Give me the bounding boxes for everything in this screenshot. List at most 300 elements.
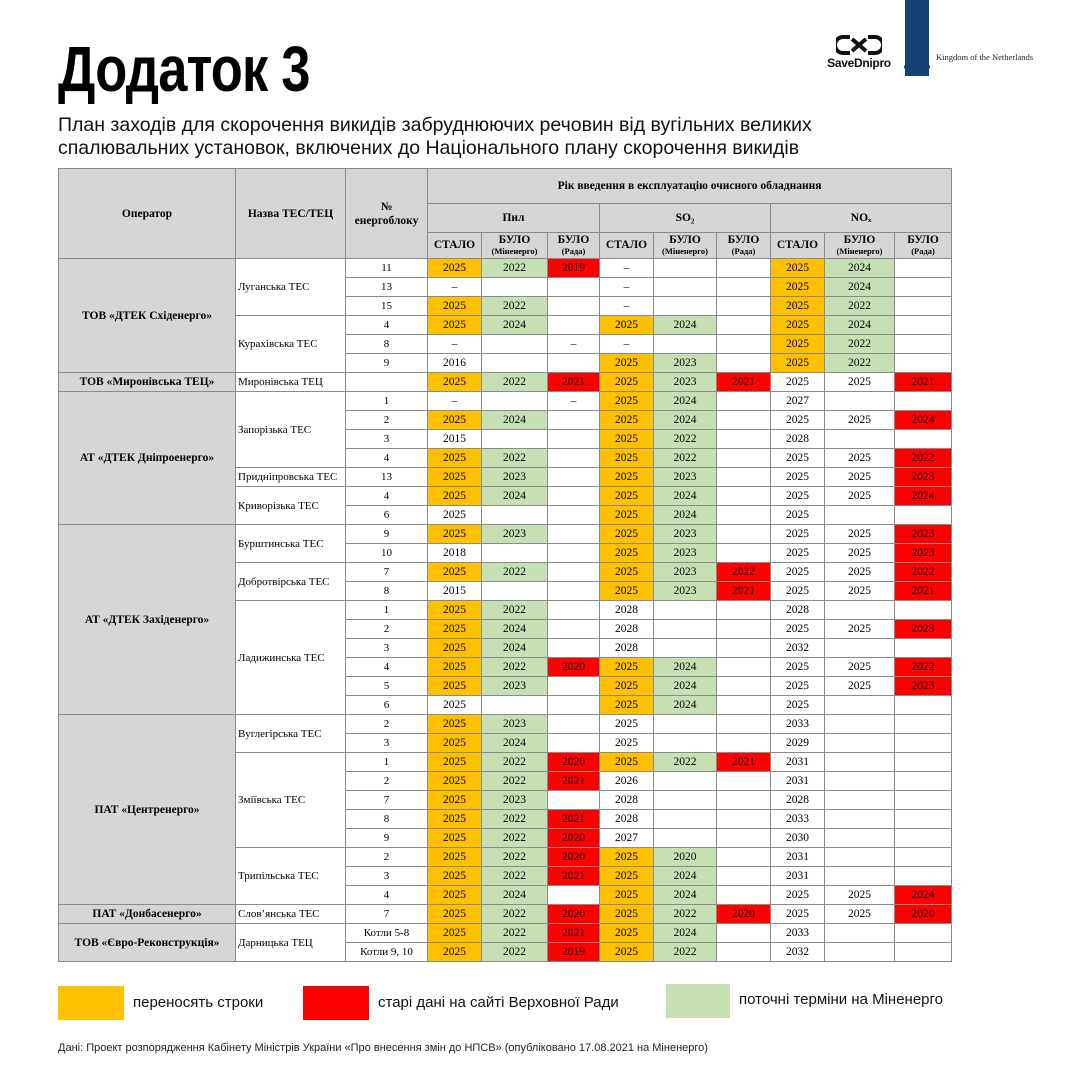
plant-cell: Курахівська ТЕС bbox=[236, 316, 346, 373]
unit-cell: 9 bbox=[346, 525, 428, 544]
year-cell-so2-bulo-minenergo: 2023 bbox=[654, 563, 717, 582]
year-cell-nox-bulo-rada bbox=[895, 259, 952, 278]
year-cell-so2-bulo-minenergo: 2024 bbox=[654, 316, 717, 335]
year-cell-nox-bulo-rada bbox=[895, 316, 952, 335]
header-pollutant-nox: NOₓ bbox=[771, 204, 952, 233]
year-cell-nox-bulo-rada bbox=[895, 696, 952, 715]
year-cell-dust-bulo-minenergo bbox=[482, 582, 548, 601]
subtitle-line-1: План заходів для скорочення викидів забруднюючих речовин від вугільних великих bbox=[58, 114, 812, 136]
year-cell-nox-stalo: 2031 bbox=[771, 848, 825, 867]
year-cell-nox-stalo: 2032 bbox=[771, 639, 825, 658]
table-row bbox=[59, 259, 952, 278]
year-cell-nox-bulo-rada bbox=[895, 601, 952, 620]
year-cell-so2-bulo-minenergo: 2024 bbox=[654, 506, 717, 525]
year-cell-nox-stalo: 2030 bbox=[771, 829, 825, 848]
year-cell-so2-bulo-minenergo bbox=[654, 772, 717, 791]
year-cell-nox-stalo: 2029 bbox=[771, 734, 825, 753]
year-cell-so2-bulo-rada bbox=[717, 620, 771, 639]
year-cell-dust-bulo-rada bbox=[548, 316, 600, 335]
unit-cell: 7 bbox=[346, 791, 428, 810]
emission-plan-table bbox=[58, 168, 952, 962]
year-cell-nox-stalo: 2025 bbox=[771, 278, 825, 297]
year-cell-so2-bulo-minenergo: 2024 bbox=[654, 886, 717, 905]
unit-cell: 4 bbox=[346, 487, 428, 506]
year-cell-so2-stalo: 2025 bbox=[600, 943, 654, 962]
year-cell-dust-bulo-rada: 2020 bbox=[548, 848, 600, 867]
year-cell-dust-bulo-minenergo: 2022 bbox=[482, 601, 548, 620]
plant-cell: Зміївська ТЕС bbox=[236, 753, 346, 848]
year-cell-so2-bulo-minenergo: 2024 bbox=[654, 677, 717, 696]
unit-cell: 15 bbox=[346, 297, 428, 316]
savednipro-wordmark: SaveDnipro bbox=[827, 56, 891, 70]
year-cell-dust-stalo: 2025 bbox=[428, 753, 482, 772]
year-cell-nox-stalo: 2025 bbox=[771, 525, 825, 544]
year-cell-so2-stalo: 2028 bbox=[600, 620, 654, 639]
year-cell-dust-bulo-rada: – bbox=[548, 392, 600, 411]
year-cell-so2-stalo: 2025 bbox=[600, 924, 654, 943]
year-cell-so2-bulo-rada bbox=[717, 829, 771, 848]
year-cell-nox-stalo: 2032 bbox=[771, 943, 825, 962]
year-cell-nox-bulo-rada: 2024 bbox=[895, 411, 952, 430]
operator-cell: ПАТ «Центренерго» bbox=[59, 715, 236, 905]
year-cell-nox-stalo: 2025 bbox=[771, 354, 825, 373]
year-cell-dust-bulo-minenergo bbox=[482, 506, 548, 525]
plant-cell: Криворізька ТЕС bbox=[236, 487, 346, 525]
year-cell-dust-bulo-rada bbox=[548, 354, 600, 373]
year-cell-dust-bulo-minenergo: 2024 bbox=[482, 620, 548, 639]
year-cell-nox-bulo-minenergo: 2024 bbox=[825, 278, 895, 297]
year-cell-nox-bulo-rada bbox=[895, 924, 952, 943]
year-cell-dust-bulo-rada: 2021 bbox=[548, 810, 600, 829]
year-cell-nox-bulo-rada: 2024 bbox=[895, 487, 952, 506]
year-cell-so2-bulo-rada bbox=[717, 867, 771, 886]
year-cell-nox-stalo: 2025 bbox=[771, 297, 825, 316]
year-cell-nox-bulo-rada: 2022 bbox=[895, 449, 952, 468]
year-cell-so2-stalo: 2025 bbox=[600, 487, 654, 506]
operator-cell: ТОВ «ДТЕК Східенерго» bbox=[59, 259, 236, 373]
year-cell-so2-bulo-rada bbox=[717, 259, 771, 278]
year-cell-so2-stalo: 2025 bbox=[600, 449, 654, 468]
year-cell-nox-bulo-minenergo bbox=[825, 924, 895, 943]
year-cell-dust-bulo-minenergo: 2022 bbox=[482, 943, 548, 962]
legend-swatch-yellow bbox=[58, 986, 124, 1020]
year-cell-nox-stalo: 2025 bbox=[771, 658, 825, 677]
header-pollutant-dust: Пил bbox=[428, 204, 600, 233]
year-cell-dust-bulo-minenergo bbox=[482, 278, 548, 297]
year-cell-nox-stalo: 2025 bbox=[771, 316, 825, 335]
year-cell-so2-bulo-minenergo bbox=[654, 297, 717, 316]
plant-cell: Придніпровська ТЕС bbox=[236, 468, 346, 487]
year-cell-nox-bulo-minenergo: 2025 bbox=[825, 468, 895, 487]
year-cell-so2-bulo-rada bbox=[717, 297, 771, 316]
year-cell-so2-bulo-rada bbox=[717, 639, 771, 658]
year-cell-dust-bulo-minenergo: 2024 bbox=[482, 639, 548, 658]
year-cell-dust-bulo-minenergo bbox=[482, 696, 548, 715]
year-cell-dust-stalo: 2025 bbox=[428, 943, 482, 962]
unit-cell: 8 bbox=[346, 582, 428, 601]
table-row bbox=[59, 905, 952, 924]
year-cell-dust-bulo-rada: 2019 bbox=[548, 259, 600, 278]
unit-cell: 2 bbox=[346, 411, 428, 430]
header-bulo-label: БУЛО bbox=[498, 233, 531, 246]
year-cell-dust-stalo: – bbox=[428, 335, 482, 354]
year-cell-dust-stalo: 2025 bbox=[428, 601, 482, 620]
year-cell-nox-stalo: 2025 bbox=[771, 506, 825, 525]
emission-plan-table-wrapper bbox=[58, 168, 951, 962]
unit-cell: 4 bbox=[346, 449, 428, 468]
year-cell-dust-stalo: 2025 bbox=[428, 620, 482, 639]
year-cell-nox-bulo-rada bbox=[895, 715, 952, 734]
page-subtitle bbox=[58, 114, 938, 160]
year-cell-nox-stalo: 2031 bbox=[771, 772, 825, 791]
year-cell-nox-bulo-rada bbox=[895, 772, 952, 791]
year-cell-dust-bulo-minenergo: 2022 bbox=[482, 867, 548, 886]
year-cell-so2-bulo-rada: 2022 bbox=[717, 563, 771, 582]
year-cell-so2-bulo-rada: 2021 bbox=[717, 753, 771, 772]
year-cell-nox-bulo-rada: 2023 bbox=[895, 677, 952, 696]
year-cell-nox-bulo-minenergo: 2025 bbox=[825, 411, 895, 430]
year-cell-dust-bulo-minenergo: 2022 bbox=[482, 449, 548, 468]
year-cell-nox-bulo-minenergo: 2025 bbox=[825, 544, 895, 563]
unit-cell: 2 bbox=[346, 772, 428, 791]
year-cell-so2-bulo-minenergo bbox=[654, 810, 717, 829]
year-cell-nox-bulo-rada: 2024 bbox=[895, 886, 952, 905]
year-cell-dust-bulo-minenergo: 2022 bbox=[482, 905, 548, 924]
year-cell-so2-stalo: 2028 bbox=[600, 791, 654, 810]
year-cell-nox-bulo-rada: 2021 bbox=[895, 373, 952, 392]
header-bulo-label: БУЛО bbox=[557, 233, 590, 246]
operator-cell: ПАТ «Донбасенерго» bbox=[59, 905, 236, 924]
year-cell-dust-stalo: 2025 bbox=[428, 810, 482, 829]
unit-cell: 3 bbox=[346, 867, 428, 886]
plant-cell: Вуглегірська ТЕС bbox=[236, 715, 346, 753]
year-cell-so2-bulo-minenergo: 2022 bbox=[654, 753, 717, 772]
year-cell-so2-bulo-minenergo: 2024 bbox=[654, 924, 717, 943]
header-bulo-label: БУЛО bbox=[907, 233, 939, 246]
year-cell-nox-stalo: 2028 bbox=[771, 430, 825, 449]
year-cell-dust-stalo: 2025 bbox=[428, 639, 482, 658]
year-cell-nox-bulo-minenergo bbox=[825, 715, 895, 734]
year-cell-so2-stalo: – bbox=[600, 335, 654, 354]
unit-cell: 7 bbox=[346, 905, 428, 924]
year-cell-dust-stalo: 2025 bbox=[428, 734, 482, 753]
year-cell-dust-bulo-rada bbox=[548, 696, 600, 715]
year-cell-dust-bulo-rada bbox=[548, 639, 600, 658]
year-cell-nox-stalo: 2033 bbox=[771, 810, 825, 829]
year-cell-so2-stalo: 2025 bbox=[600, 905, 654, 924]
year-cell-so2-stalo: 2025 bbox=[600, 582, 654, 601]
source-note: Дані: Проект розпорядження Кабінету Міністрів України «Про внесення змін до НПСВ» (опубліковано 17.08.2021 на Міненерго) bbox=[58, 1042, 708, 1054]
year-cell-dust-stalo: 2025 bbox=[428, 924, 482, 943]
year-cell-nox-bulo-minenergo: 2022 bbox=[825, 354, 895, 373]
year-cell-so2-bulo-rada bbox=[717, 658, 771, 677]
operator-cell: ТОВ «Євро-Реконструкція» bbox=[59, 924, 236, 962]
page-title: Додаток 3 bbox=[58, 33, 310, 105]
year-cell-dust-bulo-rada bbox=[548, 715, 600, 734]
header-stalo-so2: СТАЛО bbox=[600, 233, 654, 259]
year-cell-dust-bulo-minenergo: 2022 bbox=[482, 563, 548, 582]
year-cell-so2-bulo-minenergo: 2024 bbox=[654, 392, 717, 411]
year-cell-so2-bulo-rada bbox=[717, 449, 771, 468]
year-cell-dust-bulo-rada: 2021 bbox=[548, 867, 600, 886]
unit-cell: 9 bbox=[346, 354, 428, 373]
plant-cell: Запорізька ТЕС bbox=[236, 392, 346, 468]
year-cell-nox-bulo-minenergo bbox=[825, 791, 895, 810]
year-cell-so2-stalo: 2025 bbox=[600, 316, 654, 335]
year-cell-nox-stalo: 2025 bbox=[771, 905, 825, 924]
year-cell-so2-bulo-minenergo: 2023 bbox=[654, 354, 717, 373]
year-cell-nox-stalo: 2025 bbox=[771, 373, 825, 392]
year-cell-dust-bulo-minenergo: 2023 bbox=[482, 468, 548, 487]
year-cell-so2-bulo-minenergo bbox=[654, 791, 717, 810]
year-cell-so2-bulo-rada bbox=[717, 506, 771, 525]
year-cell-nox-stalo: 2031 bbox=[771, 867, 825, 886]
year-cell-dust-bulo-rada: 2020 bbox=[548, 658, 600, 677]
year-cell-so2-bulo-minenergo: 2023 bbox=[654, 373, 717, 392]
unit-cell: 5 bbox=[346, 677, 428, 696]
year-cell-so2-bulo-minenergo bbox=[654, 259, 717, 278]
year-cell-nox-bulo-minenergo bbox=[825, 810, 895, 829]
year-cell-nox-bulo-rada: 2023 bbox=[895, 620, 952, 639]
year-cell-so2-bulo-minenergo bbox=[654, 620, 717, 639]
year-cell-so2-stalo: 2028 bbox=[600, 810, 654, 829]
year-cell-so2-stalo: 2025 bbox=[600, 658, 654, 677]
year-cell-dust-stalo: 2025 bbox=[428, 411, 482, 430]
year-cell-dust-bulo-minenergo: 2022 bbox=[482, 658, 548, 677]
year-cell-nox-bulo-minenergo bbox=[825, 696, 895, 715]
year-cell-nox-stalo: 2025 bbox=[771, 411, 825, 430]
year-cell-nox-bulo-minenergo bbox=[825, 734, 895, 753]
year-cell-so2-bulo-rada bbox=[717, 677, 771, 696]
header-bulo-label: БУЛО bbox=[727, 233, 760, 246]
year-cell-nox-stalo: 2025 bbox=[771, 335, 825, 354]
year-cell-nox-bulo-minenergo bbox=[825, 829, 895, 848]
year-cell-dust-bulo-minenergo: 2022 bbox=[482, 829, 548, 848]
year-cell-dust-stalo: 2025 bbox=[428, 886, 482, 905]
header-bulo-minenergo-nox bbox=[825, 233, 895, 259]
unit-cell: 8 bbox=[346, 810, 428, 829]
table-body bbox=[59, 259, 952, 962]
year-cell-so2-bulo-rada bbox=[717, 335, 771, 354]
year-cell-so2-stalo: 2025 bbox=[600, 715, 654, 734]
year-cell-dust-stalo: 2025 bbox=[428, 468, 482, 487]
header-rada-label: (Рада) bbox=[731, 245, 756, 256]
year-cell-nox-bulo-minenergo: 2025 bbox=[825, 449, 895, 468]
unit-cell: 1 bbox=[346, 392, 428, 411]
year-cell-dust-bulo-minenergo: 2022 bbox=[482, 848, 548, 867]
year-cell-dust-bulo-minenergo: 2022 bbox=[482, 297, 548, 316]
header-stalo-dust: СТАЛО bbox=[428, 233, 482, 259]
header-rada-label: (Рада) bbox=[561, 245, 586, 256]
year-cell-dust-bulo-rada bbox=[548, 278, 600, 297]
year-cell-dust-stalo: 2025 bbox=[428, 449, 482, 468]
table-row bbox=[59, 715, 952, 734]
year-cell-so2-bulo-rada: 2021 bbox=[717, 373, 771, 392]
year-cell-dust-bulo-minenergo bbox=[482, 335, 548, 354]
year-cell-dust-bulo-minenergo: 2022 bbox=[482, 753, 548, 772]
year-cell-dust-bulo-rada bbox=[548, 886, 600, 905]
unit-cell: 2 bbox=[346, 848, 428, 867]
year-cell-dust-bulo-minenergo: 2022 bbox=[482, 259, 548, 278]
year-cell-dust-bulo-rada bbox=[548, 544, 600, 563]
year-cell-so2-stalo: 2025 bbox=[600, 392, 654, 411]
header-minenergo-label: (Міненерго) bbox=[661, 245, 708, 256]
year-cell-so2-bulo-minenergo: 2024 bbox=[654, 487, 717, 506]
year-cell-nox-bulo-minenergo: 2024 bbox=[825, 316, 895, 335]
year-cell-so2-stalo: 2025 bbox=[600, 430, 654, 449]
year-cell-dust-bulo-minenergo: 2023 bbox=[482, 677, 548, 696]
unit-cell: 13 bbox=[346, 278, 428, 297]
year-cell-nox-stalo: 2028 bbox=[771, 791, 825, 810]
year-cell-nox-bulo-minenergo bbox=[825, 601, 895, 620]
year-cell-dust-stalo: 2025 bbox=[428, 791, 482, 810]
year-cell-dust-stalo: 2025 bbox=[428, 259, 482, 278]
plant-cell: Ладижинська ТЕС bbox=[236, 601, 346, 715]
year-cell-nox-stalo: 2025 bbox=[771, 468, 825, 487]
unit-cell: 9 bbox=[346, 829, 428, 848]
legend-label-green: поточні терміни на Міненерго bbox=[739, 991, 944, 1008]
year-cell-dust-stalo: 2025 bbox=[428, 373, 482, 392]
year-cell-nox-bulo-minenergo: 2025 bbox=[825, 886, 895, 905]
year-cell-nox-stalo: 2031 bbox=[771, 753, 825, 772]
year-cell-dust-stalo: 2015 bbox=[428, 582, 482, 601]
year-cell-dust-bulo-rada bbox=[548, 582, 600, 601]
year-cell-dust-stalo: – bbox=[428, 278, 482, 297]
year-cell-so2-bulo-minenergo: 2023 bbox=[654, 468, 717, 487]
year-cell-dust-bulo-rada bbox=[548, 468, 600, 487]
year-cell-dust-bulo-minenergo: 2023 bbox=[482, 715, 548, 734]
year-cell-so2-stalo: 2028 bbox=[600, 639, 654, 658]
year-cell-nox-bulo-minenergo: 2022 bbox=[825, 297, 895, 316]
year-cell-so2-stalo: 2026 bbox=[600, 772, 654, 791]
unit-cell: Котли 9, 10 bbox=[346, 943, 428, 962]
year-cell-so2-bulo-rada bbox=[717, 810, 771, 829]
year-cell-nox-bulo-rada bbox=[895, 734, 952, 753]
year-cell-dust-stalo: 2025 bbox=[428, 316, 482, 335]
plant-cell: Добротвірська ТЕС bbox=[236, 563, 346, 601]
year-cell-so2-stalo: 2025 bbox=[600, 411, 654, 430]
year-cell-dust-bulo-rada bbox=[548, 734, 600, 753]
netherlands-wordmark: Kingdom of the Netherlands bbox=[936, 52, 1034, 62]
year-cell-so2-bulo-rada bbox=[717, 278, 771, 297]
year-cell-nox-bulo-rada bbox=[895, 354, 952, 373]
year-cell-nox-bulo-rada bbox=[895, 392, 952, 411]
year-cell-nox-bulo-minenergo: 2025 bbox=[825, 563, 895, 582]
year-cell-dust-stalo: 2025 bbox=[428, 487, 482, 506]
year-cell-nox-bulo-rada bbox=[895, 278, 952, 297]
year-cell-nox-stalo: 2027 bbox=[771, 392, 825, 411]
year-cell-nox-bulo-minenergo: 2025 bbox=[825, 620, 895, 639]
unit-cell: 11 bbox=[346, 259, 428, 278]
year-cell-dust-bulo-rada: 2019 bbox=[548, 943, 600, 962]
year-cell-so2-bulo-minenergo: 2023 bbox=[654, 525, 717, 544]
subtitle-line-2: спалювальних установок, включених до Національного плану скорочення викидів bbox=[58, 137, 800, 159]
plant-cell: Дарницька ТЕЦ bbox=[236, 924, 346, 962]
year-cell-nox-stalo: 2033 bbox=[771, 715, 825, 734]
year-cell-nox-bulo-rada: 2023 bbox=[895, 525, 952, 544]
year-cell-nox-bulo-rada bbox=[895, 810, 952, 829]
year-cell-so2-bulo-minenergo bbox=[654, 829, 717, 848]
year-cell-so2-bulo-rada bbox=[717, 354, 771, 373]
year-cell-dust-bulo-rada: 2020 bbox=[548, 753, 600, 772]
year-cell-so2-bulo-minenergo: 2024 bbox=[654, 658, 717, 677]
year-cell-nox-bulo-minenergo: 2025 bbox=[825, 487, 895, 506]
table-row bbox=[59, 392, 952, 411]
table-row bbox=[59, 924, 952, 943]
plant-cell: Луганська ТЕС bbox=[236, 259, 346, 316]
year-cell-so2-bulo-minenergo: 2022 bbox=[654, 905, 717, 924]
year-cell-so2-bulo-rada bbox=[717, 468, 771, 487]
year-cell-dust-bulo-rada bbox=[548, 411, 600, 430]
header-unit: № енергоблоку bbox=[346, 169, 428, 259]
netherlands-crest-icon bbox=[902, 50, 932, 80]
year-cell-dust-stalo: 2025 bbox=[428, 905, 482, 924]
year-cell-nox-stalo: 2025 bbox=[771, 677, 825, 696]
year-cell-so2-bulo-rada bbox=[717, 886, 771, 905]
unit-cell: 2 bbox=[346, 620, 428, 639]
year-cell-nox-bulo-rada: 2021 bbox=[895, 582, 952, 601]
year-cell-so2-bulo-rada bbox=[717, 924, 771, 943]
year-cell-nox-bulo-minenergo: 2025 bbox=[825, 905, 895, 924]
year-cell-dust-bulo-rada bbox=[548, 677, 600, 696]
year-cell-dust-bulo-minenergo: 2022 bbox=[482, 810, 548, 829]
year-cell-nox-bulo-minenergo bbox=[825, 848, 895, 867]
year-cell-dust-bulo-rada bbox=[548, 563, 600, 582]
year-cell-nox-bulo-rada bbox=[895, 753, 952, 772]
year-cell-so2-bulo-rada bbox=[717, 525, 771, 544]
header-operator: Оператор bbox=[59, 169, 236, 259]
plant-cell: Трипільська ТЕС bbox=[236, 848, 346, 905]
year-cell-nox-stalo: 2025 bbox=[771, 696, 825, 715]
year-cell-dust-bulo-rada: 2021 bbox=[548, 373, 600, 392]
year-cell-nox-bulo-rada: 2022 bbox=[895, 563, 952, 582]
year-cell-so2-bulo-minenergo bbox=[654, 278, 717, 297]
year-cell-so2-bulo-minenergo bbox=[654, 639, 717, 658]
table-row bbox=[59, 525, 952, 544]
year-cell-dust-bulo-minenergo: 2023 bbox=[482, 525, 548, 544]
unit-cell: 3 bbox=[346, 639, 428, 658]
year-cell-so2-stalo: 2027 bbox=[600, 829, 654, 848]
unit-cell: 4 bbox=[346, 886, 428, 905]
year-cell-dust-stalo: 2025 bbox=[428, 867, 482, 886]
year-cell-nox-stalo: 2028 bbox=[771, 601, 825, 620]
plant-cell: Миронівська ТЕЦ bbox=[236, 373, 346, 392]
year-cell-so2-stalo: – bbox=[600, 297, 654, 316]
year-cell-dust-bulo-minenergo bbox=[482, 354, 548, 373]
year-cell-nox-stalo: 2025 bbox=[771, 582, 825, 601]
year-cell-nox-bulo-rada: 2022 bbox=[895, 658, 952, 677]
year-cell-nox-stalo: 2025 bbox=[771, 259, 825, 278]
header-bulo-minenergo-dust bbox=[482, 233, 548, 259]
year-cell-dust-bulo-minenergo: 2022 bbox=[482, 772, 548, 791]
year-cell-dust-stalo: 2025 bbox=[428, 715, 482, 734]
year-cell-dust-stalo: 2025 bbox=[428, 772, 482, 791]
year-cell-so2-stalo: 2025 bbox=[600, 563, 654, 582]
year-cell-dust-bulo-rada bbox=[548, 449, 600, 468]
year-cell-so2-stalo: 2025 bbox=[600, 696, 654, 715]
year-cell-so2-bulo-minenergo: 2022 bbox=[654, 449, 717, 468]
year-cell-so2-stalo: – bbox=[600, 259, 654, 278]
unit-cell: 1 bbox=[346, 601, 428, 620]
year-cell-so2-stalo: 2025 bbox=[600, 753, 654, 772]
header-bulo-label: БУЛО bbox=[843, 233, 876, 246]
unit-cell: 1 bbox=[346, 753, 428, 772]
header-bulo-minenergo-so2 bbox=[654, 233, 717, 259]
year-cell-nox-stalo: 2025 bbox=[771, 886, 825, 905]
year-cell-so2-bulo-rada bbox=[717, 715, 771, 734]
year-cell-nox-bulo-rada: 2020 bbox=[895, 905, 952, 924]
unit-cell: 7 bbox=[346, 563, 428, 582]
